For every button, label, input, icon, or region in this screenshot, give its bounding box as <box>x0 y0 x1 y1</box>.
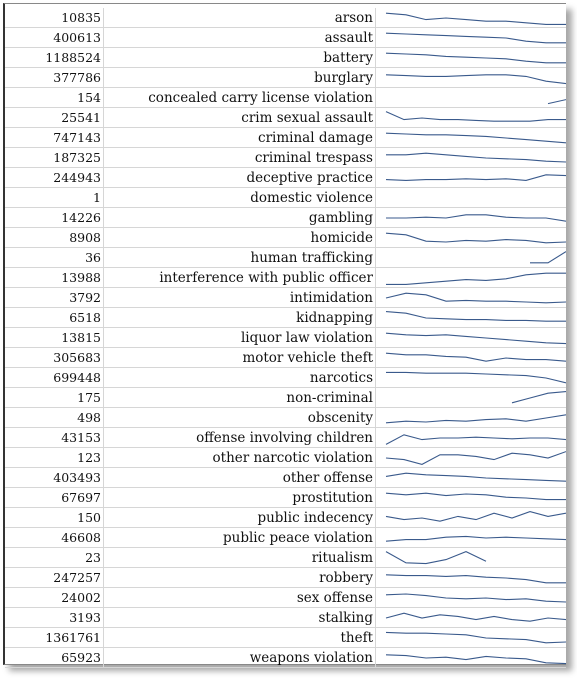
sparkline <box>376 488 566 508</box>
crime-type-cell[interactable]: prostitution <box>103 488 376 508</box>
table-row <box>5 108 566 128</box>
count-cell[interactable]: 187325 <box>5 148 104 168</box>
table-row <box>5 88 566 108</box>
sparkline <box>376 648 566 668</box>
table-row <box>5 528 566 548</box>
table-row <box>5 468 566 488</box>
sparkline-cell[interactable] <box>376 208 566 228</box>
sparkline-path <box>386 13 566 24</box>
sparkline <box>376 228 566 248</box>
sparkline-path <box>386 33 566 43</box>
sparkline-cell[interactable] <box>376 548 566 568</box>
count-cell[interactable]: 67697 <box>5 488 104 508</box>
count-cell[interactable]: 154 <box>5 88 104 108</box>
table-row <box>5 288 566 308</box>
crime-type-cell[interactable]: criminal trespass <box>103 148 376 168</box>
sparkline-path <box>386 473 566 481</box>
sparkline <box>376 628 566 648</box>
table-row <box>5 368 566 388</box>
count-cell[interactable]: 10835 <box>5 8 104 28</box>
sparkline-path <box>386 273 566 284</box>
table-row <box>5 488 566 508</box>
sparkline <box>376 208 566 228</box>
sparkline-path <box>386 552 486 564</box>
crime-type-cell[interactable]: gambling <box>103 208 376 228</box>
crime-type-cell[interactable]: domestic violence <box>103 188 376 208</box>
sparkline-path <box>386 512 566 522</box>
sparkline-path <box>530 252 566 263</box>
crime-type-cell[interactable]: public peace violation <box>103 528 376 548</box>
count-cell[interactable]: 699448 <box>5 368 104 388</box>
crime-type-cell[interactable]: homicide <box>103 228 376 248</box>
sparkline-cell[interactable] <box>376 388 566 408</box>
crime-type-cell[interactable]: assault <box>103 28 376 48</box>
sparkline <box>376 28 566 48</box>
count-cell[interactable]: 65923 <box>5 648 104 668</box>
count-cell[interactable]: 247257 <box>5 568 104 588</box>
sparkline-cell[interactable] <box>376 168 566 188</box>
sparkline-cell[interactable] <box>376 28 566 48</box>
sparkline-cell[interactable] <box>376 488 566 508</box>
count-cell[interactable]: 498 <box>5 408 104 428</box>
count-cell[interactable]: 13988 <box>5 268 104 288</box>
crime-type-cell[interactable]: liquor law violation <box>103 328 376 348</box>
count-cell[interactable]: 8908 <box>5 228 104 248</box>
table-row <box>5 308 566 328</box>
count-cell[interactable]: 23 <box>5 548 104 568</box>
table-row <box>5 228 566 248</box>
table-row <box>5 268 566 288</box>
count-cell[interactable]: 1188524 <box>5 48 104 68</box>
sparkline <box>376 468 566 488</box>
sparkline-path <box>386 215 566 221</box>
crime-type-cell[interactable]: deceptive practice <box>103 168 376 188</box>
crime-type-cell[interactable]: theft <box>103 628 376 648</box>
sparkline <box>376 188 566 208</box>
sparkline <box>376 568 566 588</box>
table-row <box>5 568 566 588</box>
sparkline <box>376 108 566 128</box>
sparkline-cell[interactable] <box>376 528 566 548</box>
table-row <box>5 388 566 408</box>
sparkline <box>376 608 566 628</box>
sparkline <box>376 588 566 608</box>
count-cell[interactable]: 305683 <box>5 348 104 368</box>
crime-type-cell[interactable]: stalking <box>103 608 376 628</box>
sparkline-path <box>386 153 566 162</box>
sparkline-cell[interactable] <box>376 328 566 348</box>
sparkline-cell[interactable] <box>376 148 566 168</box>
count-cell[interactable]: 14226 <box>5 208 104 228</box>
sparkline-cell[interactable] <box>376 88 566 108</box>
sparkline-path <box>512 392 566 403</box>
table-row <box>5 548 566 568</box>
sparkline-cell[interactable] <box>376 568 566 588</box>
count-cell[interactable]: 400613 <box>5 28 104 48</box>
count-cell[interactable]: 244943 <box>5 168 104 188</box>
sparkline-path <box>386 536 566 541</box>
crime-type-cell[interactable]: sex offense <box>103 588 376 608</box>
sparkline-cell[interactable] <box>376 408 566 428</box>
crime-type-cell[interactable]: other narcotic violation <box>103 448 376 468</box>
crime-type-cell[interactable]: narcotics <box>103 368 376 388</box>
sparkline-path <box>386 435 566 445</box>
sparkline-cell[interactable] <box>376 8 566 28</box>
sparkline-cell[interactable] <box>376 588 566 608</box>
crime-type-cell[interactable]: weapons violation <box>103 648 376 668</box>
crime-type-cell[interactable]: burglary <box>103 68 376 88</box>
count-cell[interactable]: 25541 <box>5 108 104 128</box>
crime-type-cell[interactable]: battery <box>103 48 376 68</box>
table-row <box>5 508 566 528</box>
sparkline-path <box>386 133 566 143</box>
sparkline-cell[interactable] <box>376 468 566 488</box>
table-row <box>5 328 566 348</box>
sparkline <box>376 408 566 428</box>
crime-type-cell[interactable]: motor vehicle theft <box>103 348 376 368</box>
sparkline-cell[interactable] <box>376 68 566 88</box>
count-cell[interactable]: 150 <box>5 508 104 528</box>
sparkline <box>376 268 566 288</box>
sparkline <box>376 308 566 328</box>
sparkline-path <box>386 575 566 583</box>
crime-type-cell[interactable]: arson <box>103 8 376 28</box>
sparkline-cell[interactable] <box>376 308 566 328</box>
sparkline-cell[interactable] <box>376 368 566 388</box>
count-cell[interactable]: 403493 <box>5 468 104 488</box>
sparkline-cell[interactable] <box>376 288 566 308</box>
sparkline-path <box>386 372 566 382</box>
sparkline-cell[interactable] <box>376 228 566 248</box>
sparkline-cell[interactable] <box>376 448 566 468</box>
sparkline-path <box>386 655 566 664</box>
table-row <box>5 408 566 428</box>
sparkline-cell[interactable] <box>376 608 566 628</box>
sparkline-path <box>386 452 566 465</box>
table-row <box>5 128 566 148</box>
count-cell[interactable]: 123 <box>5 448 104 468</box>
table-row <box>5 208 566 228</box>
sparkline-cell[interactable] <box>376 348 566 368</box>
sparkline-cell[interactable] <box>376 108 566 128</box>
table-row <box>5 348 566 368</box>
crime-type-cell[interactable]: offense involving children <box>103 428 376 448</box>
count-cell[interactable]: 377786 <box>5 68 104 88</box>
sparkline <box>376 168 566 188</box>
crime-type-cell[interactable]: robbery <box>103 568 376 588</box>
table-row <box>5 248 566 268</box>
count-cell[interactable]: 1 <box>5 188 104 208</box>
crime-type-cell[interactable]: human trafficking <box>103 248 376 268</box>
sparkline-path <box>386 175 566 181</box>
table-row <box>5 628 566 648</box>
sparkline <box>376 148 566 168</box>
table-row <box>5 608 566 628</box>
count-cell[interactable]: 3193 <box>5 608 104 628</box>
sparkline-path <box>386 53 566 63</box>
table-row <box>5 648 566 668</box>
sparkline-path <box>548 100 566 104</box>
count-cell[interactable]: 13815 <box>5 328 104 348</box>
table-row <box>5 148 566 168</box>
count-cell[interactable]: 46608 <box>5 528 104 548</box>
sparkline <box>376 128 566 148</box>
sparkline-path <box>386 632 566 642</box>
sparkline <box>376 8 566 28</box>
table-row <box>5 428 566 448</box>
table-row <box>5 188 566 208</box>
spreadsheet-table <box>3 3 566 665</box>
sparkline <box>376 288 566 308</box>
sparkline <box>376 328 566 348</box>
table-row <box>5 48 566 68</box>
crime-type-cell[interactable]: public indecency <box>103 508 376 528</box>
count-cell[interactable]: 43153 <box>5 428 104 448</box>
sparkline-path <box>386 353 566 361</box>
crime-type-cell[interactable]: intimidation <box>103 288 376 308</box>
crime-type-cell[interactable]: concealed carry license violation <box>103 88 376 108</box>
sparkline-cell[interactable] <box>376 48 566 68</box>
sparkline <box>376 448 566 468</box>
sparkline-cell[interactable] <box>376 508 566 528</box>
sparkline-path <box>386 493 566 499</box>
sparkline-path <box>386 613 566 621</box>
crime-type-cell[interactable]: ritualism <box>103 548 376 568</box>
sparkline-cell[interactable] <box>376 268 566 288</box>
count-cell[interactable]: 747143 <box>5 128 104 148</box>
sparkline <box>376 428 566 448</box>
sparkline-path <box>386 75 566 84</box>
count-cell[interactable]: 36 <box>5 248 104 268</box>
crime-type-cell[interactable]: crim sexual assault <box>103 108 376 128</box>
table-row <box>5 168 566 188</box>
sparkline <box>376 508 566 528</box>
count-cell[interactable]: 3792 <box>5 288 104 308</box>
sparkline-path <box>386 415 566 423</box>
table-row <box>5 8 566 28</box>
sparkline <box>376 88 566 108</box>
sparkline <box>376 548 566 568</box>
table-row <box>5 448 566 468</box>
count-cell[interactable]: 6518 <box>5 308 104 328</box>
table-row <box>5 28 566 48</box>
count-cell[interactable]: 1361761 <box>5 628 104 648</box>
sparkline-path <box>386 594 566 602</box>
sparkline <box>376 348 566 368</box>
sparkline <box>376 368 566 388</box>
sparkline-cell[interactable] <box>376 428 566 448</box>
sparkline <box>376 68 566 88</box>
sparkline-cell[interactable] <box>376 128 566 148</box>
sparkline-cell[interactable] <box>376 628 566 648</box>
sparkline-cell[interactable] <box>376 248 566 268</box>
sparkline-cell[interactable] <box>376 648 566 668</box>
crime-type-cell[interactable]: non-criminal <box>103 388 376 408</box>
crime-type-cell[interactable]: criminal damage <box>103 128 376 148</box>
sparkline-path <box>386 112 566 122</box>
table-row <box>5 68 566 88</box>
crime-type-cell[interactable]: obscenity <box>103 408 376 428</box>
sparkline <box>376 248 566 268</box>
sparkline-cell[interactable] <box>376 188 566 208</box>
sparkline <box>376 48 566 68</box>
sparkline-path <box>386 333 566 343</box>
sparkline-path <box>386 312 566 322</box>
crime-type-cell[interactable]: interference with public officer <box>103 268 376 288</box>
sparkline-path <box>386 293 566 303</box>
crime-type-cell[interactable]: other offense <box>103 468 376 488</box>
sparkline <box>376 528 566 548</box>
sparkline <box>376 388 566 408</box>
count-cell[interactable]: 175 <box>5 388 104 408</box>
sparkline-path <box>386 233 566 243</box>
table-row <box>5 588 566 608</box>
count-cell[interactable]: 24002 <box>5 588 104 608</box>
crime-type-cell[interactable]: kidnapping <box>103 308 376 328</box>
